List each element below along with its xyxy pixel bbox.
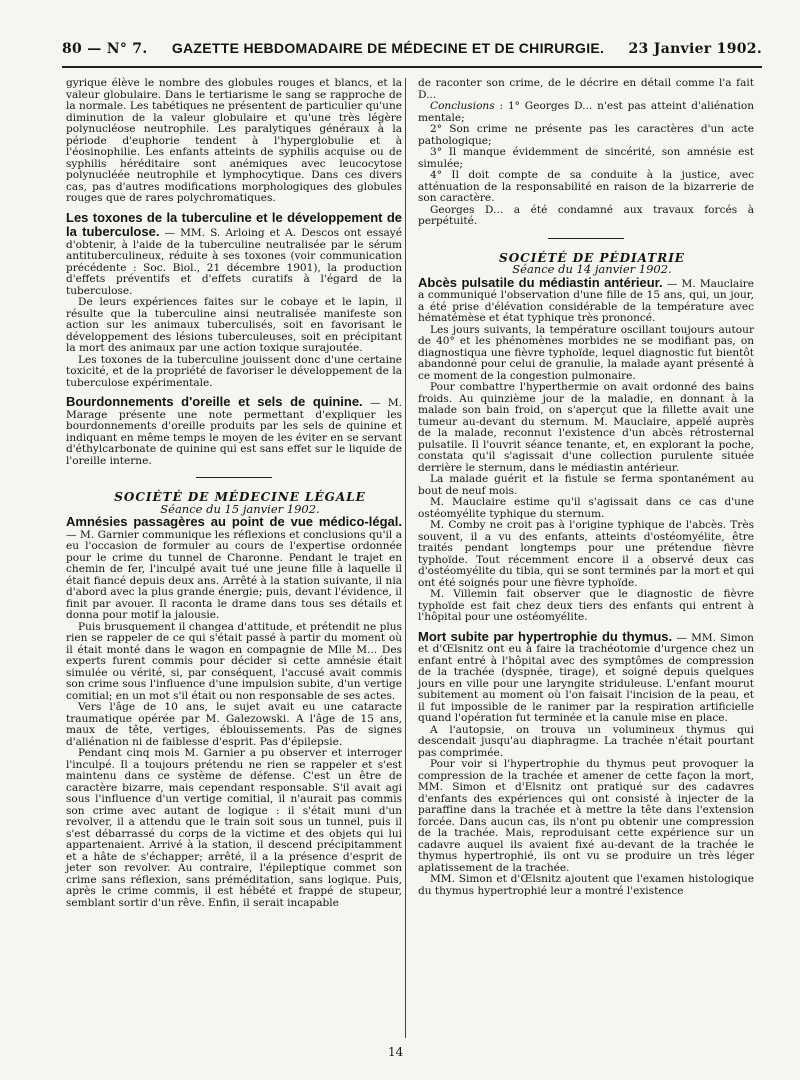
paragraph: Pour combattre l'hyperthermie on avait ordonné des bains froids. Au quinzième jour de la maladie, en donnant à la malade son bain froid, on s'aperçut que la fillette avait une tumeur au-devant du sternum. M. Mauclaire, appelé auprès de la malade, reconnut l'existence d'un abcès rétrosternal pulsatile. Il l'ouvrit séance tenante, et, en explorant la poche, constata qu'il s'agissait d'une collection purulente située derrière le sternum, dans le médiastin antérieur. <box>418 381 754 474</box>
left-column <box>66 78 402 909</box>
section-title-legale: SOCIÉTÉ DE MÉDECINE LÉGALE <box>114 490 366 504</box>
page-ref: 80 — N° 7. <box>62 41 148 57</box>
conclusion-4: 4° Il doit compte de sa conduite à la justice, avec atténuation de la responsabilité en raison de la bizarrerie de son caractère. <box>418 169 754 204</box>
paragraph: — M. Marage présente une note permettant d'expliquer les bourdonnements d'oreille produits par les sels de quinine et indiquant en même temps le moyen de les éviter en se servant d'éthylcarbonate de quinine qui est sans effet sur le liquide de l'oreille interne. <box>66 397 402 467</box>
conclusion-2: 2° Son crime ne présente pas les caractères d'un acte pathologique; <box>418 123 754 147</box>
paragraph: M. Comby ne croit pas à l'origine typhique de l'abcès. Très souvent, il a vu des enfants, atteints d'ostéomyélite, être traités pendant longtemps pour une prétendue fièvre typhoïde. Tout récemment encore il a observé deux cas d'ostéomyélite du tibia, qui se sont terminés par la mort et qui ont été soignés pour une fièvre typhoïde. <box>418 519 754 589</box>
paragraph: Pendant cinq mois M. Garnier a pu observer et interroger l'inculpé. Il a toujours prétendu ne rien se rappeler et s'est maintenu dans ce système de défense. C'est un être de caractère bizarre, mais cependant responsable. S'il avait agi sous l'influence d'un vertige comitial, il n'aurait pas commis son crime avec autant de logique : il s'était muni d'un revolver, il a attendu que le train soit sous un tunnel, puis il s'est débarrassé du corps de la victime et des objets qui lui appartenaient. Arrivé à la station, il descend précipitamment et a hâte de s'échapper; arrêté, il a la présence d'esprit de jeter son revolver. Au contraire, l'épileptique commet son crime sans réflexion, sans préméditation, sans logique. Puis, après le crime commis, il est hébété et frappé de stupeur, semblant sortir d'un rêve. Enfin, il serait incapable <box>66 747 402 909</box>
right-column <box>418 78 754 897</box>
seance-date: Séance du 14 janvier 1902. <box>512 262 672 276</box>
running-header <box>62 40 762 62</box>
conclusion-1: : 1° Georges D... n'est pas atteint d'aliénation mentale; <box>418 100 754 124</box>
paragraph: De leurs expériences faites sur le cobaye et le lapin, il résulte que la tuberculine ainsi neutralisée manifeste son action sur les animaux tuberculisés, soit en favorisant le développement des lésions tuberculeuses, soit en précipitant la mort des animaux par une action toxique surajoutée. <box>66 296 402 354</box>
issue-date: 23 Janvier 1902. <box>628 41 762 57</box>
article-title-toxones: Les toxones de la tuberculine et le développement de la tuberculose. <box>66 209 402 239</box>
paragraph: M. Villemin fait observer que le diagnostic de fièvre typhoïde est fait chez deux tiers des enfants qui entrent à l'hôpital pour une ostéomyélite. <box>418 588 754 623</box>
verdict: Georges D... a été condamné aux travaux forcés à perpétuité. <box>418 203 754 227</box>
paragraph: — M. Mauclaire a communiqué l'observation d'une fille de 15 ans, qui, un jour, a été prise d'élévation considérable de la température avec hématémèse et état typhique très prononcé. <box>418 277 754 324</box>
article-title-thymus: Mort subite par hypertrophie du thymus. <box>418 628 673 644</box>
paragraph: M. Mauclaire estime qu'il s'agissait dans ce cas d'une ostéomyélite typhique du sternum. <box>418 496 754 520</box>
paragraph: — MM. Simon et d'Œlsnitz ont eu à faire la trachéotomie d'urgence chez un enfant entré à l'hôpital avec des symptômes de compression de la trachée (dyspnée, tirage), et soigné depuis quelques jours en ville pour une laryngite striduleuse. L'enfant mourut subitement au moment où l'on faisait l'incision de la peau, et il fut impossible de le ranimer par la respiration artificielle quand l'opération fut terminée et la canule mise en place. <box>418 631 754 724</box>
paragraph: gyrique élève le nombre des globules rouges et blancs, et la valeur globulaire. Dans le tertiarisme le sang se rapproche de la normale. Les tabétiques ne présentent de particulier qu'une diminution de la valeur globulaire et qu'une très légère polynucléose neutrophile. Les paralytiques généraux à la période d'euphorie tendent à l'hyperglobulie et à l'éosinophilie. Les enfants atteints de syphilis acquise ou de syphilis héréditaire sont anémiques avec leucocytose polynucléée neutrophile et lymphocytique. Dans ces divers cas, pas d'autres modifications morphologiques des globules rouges que de rares polychromatiques. <box>66 77 402 204</box>
paragraph: Les toxones de la tuberculine jouissent donc d'une certaine toxicité, et de la propriété de favoriser le développement de la tuberculose expérimentale. <box>66 353 402 389</box>
paragraph: — M. Garnier communique les réflexions et conclusions qu'il a eu l'occasion de formuler au cours de l'expertise ordonnée pour le crime du tunnel de Charonne. Pendant le trajet en chemin de fer, l'inculpé avait tué une jeune fille à laquelle il était fiancé depuis deux ans. Arrêté à la station suivante, il nia d'abord avec la plus grande énergie; puis, devant l'évidence, il finit par avouer. Il raconta le drame dans tous ses détails et donna pour motif la jalousie. <box>66 528 402 621</box>
article-title-abces: Abcès pulsatile du médiastin antérieur. <box>418 274 663 290</box>
seance-date: Séance du 15 janvier 1902. <box>160 501 320 516</box>
paragraph: La malade guérit et la fistule se ferma spontanément au bout de neuf mois. <box>418 473 754 497</box>
section-title-pediatrie: SOCIÉTÉ DE PÉDIATRIE <box>499 250 685 265</box>
paragraph: de raconter son crime, de le décrire en détail comme l'a fait D... <box>418 77 754 101</box>
article-title-bourdonnements: Bourdonnements d'oreille et sels de quinine. <box>66 394 363 409</box>
paragraph: A l'autopsie, on trouva un volumineux thymus qui descendait jusqu'au diaphragme. La trachée n'était pourtant pas comprimée. <box>418 723 754 759</box>
paragraph: Vers l'âge de 10 ans, le sujet avait eu une cataracte traumatique opérée par M. Galezowski. A l'âge de 15 ans, maux de tête, vertiges, éblouissements. Pas de signes d'aliénation ni de faiblesse d'esprit. Pas d'épilepsie. <box>66 701 402 748</box>
paragraph: Pour voir si l'hypertrophie du thymus peut provoquer la compression de la trachée et amener de cette façon la mort, MM. Simon et d'Elsnitz ont pratiqué sur des cadavres d'enfants des expériences qui ont consisté à injecter de la paraffine dans la trachée et à mettre la tête dans l'extension forcée. Dans aucun cas, ils n'ont pu obtenir une compression de la trachée. Mais, reproduisant cette expérience sur un cadavre auquel ils avaient fixé au-devant de la trachée le thymus hypertrophié, ils ont vu se produire un très léger aplatissement de la trachée. <box>418 758 754 874</box>
journal-title: GAZETTE HEBDOMADAIRE DE MÉDECINE ET DE CHIRURGIE. <box>171 40 605 56</box>
header-rule <box>62 66 762 68</box>
article-authors: — MM. S. Arloing et A. Descos <box>164 227 339 239</box>
paragraph: Puis brusquement il changea d'attitude, et prétendit ne plus rien se rappeler de ce qui s'était passé à partir du moment où il était monté dans le wagon en compagnie de Mlle M... Des experts furent commis pour décider si cette amnésie était simulée ou vérité, si, par conséquent, l'accusé avait commis son crime sous l'influence d'une impulsion subite, d'un vertige comitial; en un mot s'il était ou non responsable de ses actes. <box>66 620 402 702</box>
paragraph: Les jours suivants, la température oscillant toujours autour de 40° et les phénomènes morbides ne se modifiant pas, on diagnostiqua une fièvre typhoïde, lequel diagnostic fut bientôt abandonné pour celui de granulie, la malade ayant présenté à ce moment de la congestion pulmonaire. <box>418 323 754 382</box>
conclusion-3: 3° Il manque évidemment de sincérité, son amnésie est simulée; <box>418 146 754 170</box>
column-rule <box>405 78 406 1038</box>
section-divider <box>548 238 624 239</box>
paragraph: ont essayé d'obtenir, à l'aide de la tuberculine neutralisée par le sérum antituberculineux, réduite à ses toxones (voir communication précédente : Soc. Biol., 21 décembre 1901), la production d'effets préventifs et d'effets curatifs à l'égard de la tuberculose. <box>66 227 403 297</box>
conclusions-label: Conclusions <box>430 100 495 112</box>
section-divider <box>196 477 272 478</box>
paragraph: MM. Simon et d'Œlsnitz ajoutent que l'examen histologique du thymus hypertrophié leur a montré l'existence <box>418 873 754 897</box>
article-title-amnesies: Amnésies passagères au point de vue médico-légal. <box>66 514 402 529</box>
page-number: 14 <box>388 1045 404 1059</box>
